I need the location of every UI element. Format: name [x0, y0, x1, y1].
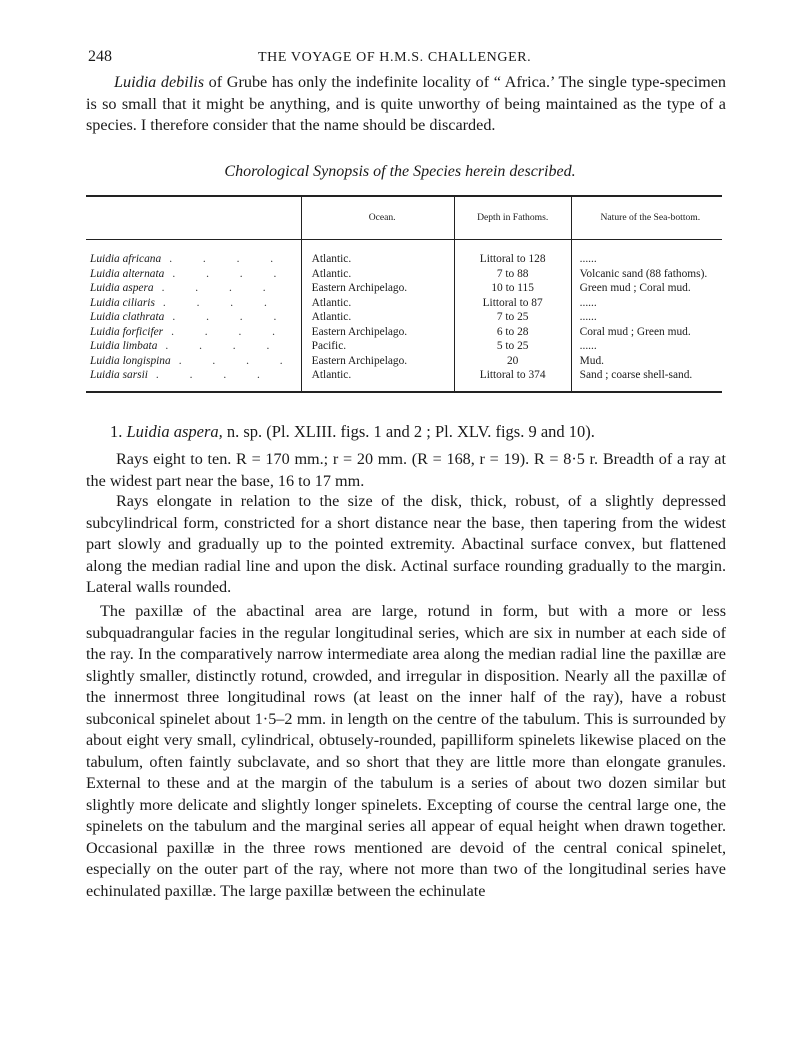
table-row [86, 368, 722, 392]
table-row [86, 240, 722, 267]
species-cell: Luidia aspera . . . . [90, 282, 280, 294]
nature-cell: Sand ; coarse shell-sand. [571, 368, 722, 392]
description-paragraph: Rays elongate in relation to the size of the disk, thick, robust, of a slightly depressed subcylindrical form, constricted for a short distance near the base, then tapering from the widest part slowly and gradually up to the pointed extremity. Abactinal surface convex, but flattened along the median radial line and upon the disk. Actinal surface rounding gradually to the margin. Lateral walls rounded. [86, 492, 726, 596]
description-paragraph: Rays eight to ten. R = 170 mm.; r = 20 mm. (R = 168, r = 19). R = 8·5 r. Breadth of a ray at the widest part near the base, 16 to 17 mm. [86, 450, 726, 490]
species-heading-number: 1. [110, 422, 123, 441]
nature-cell: Coral mud ; Green mud. [571, 325, 722, 340]
nature-cell: ...... [571, 339, 722, 354]
table-row [86, 296, 722, 311]
species-cell: Luidia limbata . . . . [90, 340, 284, 352]
page-number: 248 [88, 48, 112, 65]
ocean-cell: Eastern Archipelago. [301, 354, 454, 369]
species-cell: Luidia forficifer . . . . [90, 325, 290, 338]
depth-cell: 5 to 25 [454, 339, 571, 354]
description-paragraph: The paxillæ of the abactinal area are large, rotund in form, but with a more or less subquadrangular facies in the regular longitudinal series, which are six in number at each side of the ray. In the comparatively narrow intermediate area along the median radial line the paxillæ are slightly smaller, distinctly rotund, crowded, and irregular in disposition. Nearly all the paxillæ of the innermost three longitudinal rows (at least on the inner half of the ray), have a robust subconical spinelet about 1·5–2 mm. in length on the centre of the tabulum. This is surrounded by about eight very small, cylindrical, obtusely-rounded, papilliform spinelets likewise placed on the tabulum, often faintly subclavate, and so short that they are little more than elongate granules. External to these and at the margin of the tabulum is a series of about two dozen similar but slightly more delicate and slightly longer spinelets. Excepting of course the central large one, the spinelets on the tabulum and the marginal series all appear of equal height when drawn together. Occasional paxillæ in the three rows mentioned are devoid of the central conical spinelet, especially on the outer part of the ray, where not more than two of the longitudinal series have echinulated paxillæ. The large paxillæ between the echinulate [86, 602, 726, 900]
species-cell: Luidia clathrata . . . . [90, 311, 291, 323]
column-header-ocean: Ocean. [301, 196, 454, 240]
page-header [88, 48, 728, 72]
depth-cell: Littoral to 128 [454, 240, 571, 267]
table-row [86, 281, 722, 296]
nature-cell: Mud. [571, 354, 722, 369]
table-row [86, 310, 722, 325]
ocean-cell: Atlantic. [301, 296, 454, 311]
depth-cell: 6 to 28 [454, 325, 571, 340]
ocean-cell: Atlantic. [301, 368, 454, 392]
table-header-row [86, 196, 722, 240]
column-header-depth: Depth in Fathoms. [454, 196, 571, 240]
column-header-species [86, 196, 301, 240]
species-cell: Luidia alternata . . . . [90, 267, 291, 280]
ocean-cell: Eastern Archipelago. [301, 281, 454, 296]
column-header-nature: Nature of the Sea-bottom. [571, 196, 722, 240]
nature-cell: Green mud ; Coral mud. [571, 281, 722, 296]
table-row [86, 354, 722, 369]
nature-cell: ...... [571, 310, 722, 325]
intro-species-name: Luidia debilis [114, 73, 205, 91]
ocean-cell: Atlantic. [301, 310, 454, 325]
species-heading-plates: n. sp. (Pl. XLIII. figs. 1 and 2 ; Pl. XLV. figs. 9 and 10). [222, 422, 595, 441]
ocean-cell: Eastern Archipelago. [301, 325, 454, 340]
depth-cell: 10 to 115 [454, 281, 571, 296]
running-title: THE VOYAGE OF H.M.S. CHALLENGER. [258, 50, 532, 65]
species-cell: Luidia ciliaris . . . . [90, 296, 281, 309]
species-cell: Luidia africana . . . . [90, 253, 288, 265]
ocean-cell: Atlantic. [301, 240, 454, 267]
ocean-cell: Atlantic. [301, 267, 454, 282]
chorological-synopsis-table [86, 195, 722, 393]
depth-cell: Littoral to 87 [454, 296, 571, 311]
table-row [86, 325, 722, 340]
intro-text: of Grube has only the indefinite locality of “ Africa.’ The single type-specimen is so small that it might be anything, and is quite unworthy of being maintained as the type of a species. I therefore consider that the name should be discarded. [86, 73, 726, 134]
ocean-cell: Pacific. [301, 339, 454, 354]
species-heading-name: Luidia aspera, [126, 422, 223, 441]
nature-cell: ...... [571, 296, 722, 311]
depth-cell: 20 [454, 354, 571, 369]
nature-cell: Volcanic sand (88 fathoms). [571, 267, 722, 282]
depth-cell: Littoral to 374 [454, 368, 571, 392]
table-row [86, 267, 722, 282]
intro-paragraph [86, 72, 726, 137]
synopsis-title: Chorological Synopsis of the Species herein described. [224, 163, 576, 180]
species-cell: Luidia sarsii . . . . [86, 368, 301, 392]
species-cell: Luidia longispina . . . . [90, 354, 297, 367]
nature-cell: ...... [571, 240, 722, 267]
depth-cell: 7 to 25 [454, 310, 571, 325]
species-heading [110, 422, 595, 442]
table-row [86, 339, 722, 354]
depth-cell: 7 to 88 [454, 267, 571, 282]
